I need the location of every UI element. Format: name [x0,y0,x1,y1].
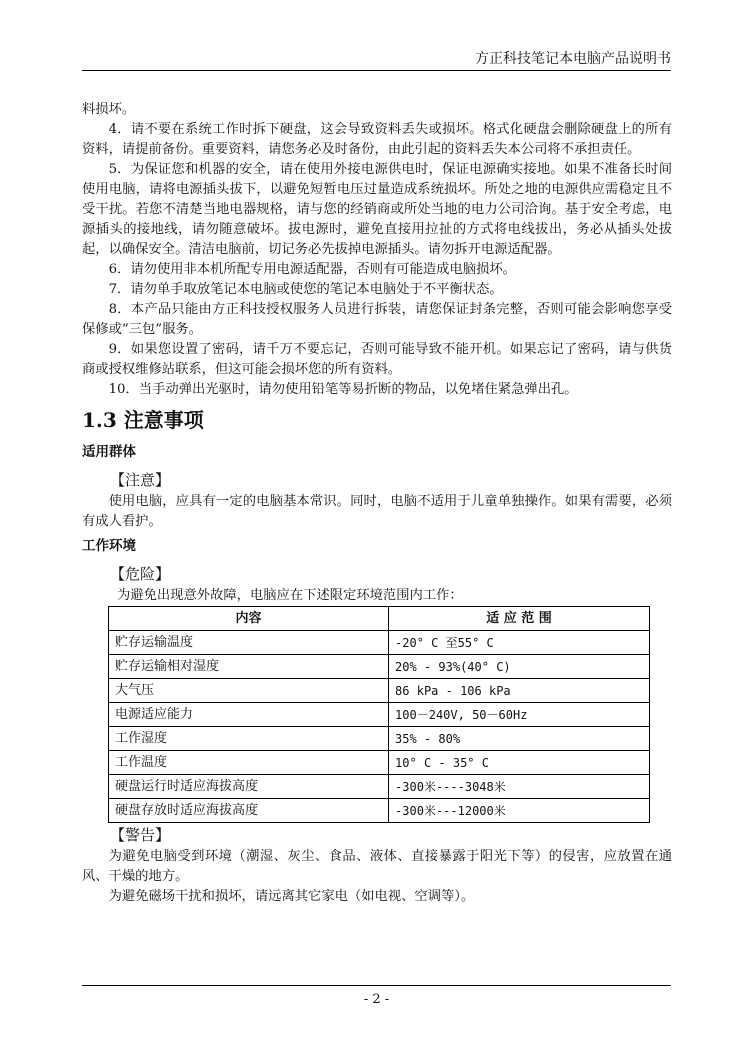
table-cell: 10° C - 35° C [389,751,650,775]
paragraph: 料损坏。 [82,102,136,117]
paragraph: 为避免电脑受到环境（潮湿、灰尘、食品、液体、直接暴露于阳光下等）的侵害，应放置在通风、干燥的地方。 [82,849,672,884]
table-cell: 工作湿度 [109,727,389,751]
table-cell: 工作温度 [109,751,389,775]
subsection-heading: 工作环境 [82,538,136,554]
table-cell: 35% - 80% [389,727,650,751]
table-cell: 硬盘存放时适应海拔高度 [109,799,389,823]
paragraph: 9．如果您设置了密码，请千万不要忘记，否则可能导致不能开机。如果忘记了密码，请与供货商或授权维修站联系，但这可能会损坏您的所有资料。 [82,342,672,377]
table-row [109,799,650,823]
document-body [82,100,672,907]
section-title: 1.3 注意事项 [82,408,204,432]
table-header-row [109,607,650,631]
paragraph: 5．为保证您和机器的安全，请在使用外接电源供电时，保证电源确实接地。如果不准备长时间使用电脑，请将电源插头拔下，以避免短暂电压过量造成系统损坏。所处之地的电源供应需稳定且不受干扰。若您不清楚当地电器规格，请与您的经销商或所处当地的电力公司洽询。基于安全考虑，电源插头的接地线，请勿随意破坏。拔电源时，避免直接用拉扯的方式将电线拔出，务必从插头处拔起，以确保安全。清洁电脑前，切记务必先拔掉电源插头。请勿拆开电源适配器。 [82,162,672,257]
table-row [109,775,650,799]
table-row [109,703,650,727]
table-cell: -300米---12000米 [389,799,650,823]
page-footer [82,985,671,1007]
table-cell: 20% - 93%(40° C) [389,655,650,679]
table-cell: 贮存运输温度 [109,631,389,655]
paragraph: 10．当手动弹出光驱时，请勿使用铅笔等易折断的物品，以免堵住紧急弹出孔。 [108,382,578,397]
table-header: 内容 [109,607,389,631]
paragraph: 6．请勿使用非本机所配专用电源适配器，否则有可能造成电脑损坏。 [108,262,516,277]
notice-tag: 【注意】 [110,471,171,489]
warning-tag: 【警告】 [110,826,171,844]
table-cell: 100－240V, 50－60Hz [389,703,650,727]
paragraph: 4．请不要在系统工作时拆下硬盘，这会导致资料丢失或损坏。格式化硬盘会删除硬盘上的所有资料，请提前备份。重要资料，请您务必及时备份，由此引起的资料丢失本公司将不承担责任。 [82,122,672,157]
table-row [109,655,650,679]
table-row [109,727,650,751]
table-cell: 86 kPa - 106 kPa [389,679,650,703]
paragraph: 7．请勿单手取放笔记本电脑或使您的笔记本电脑处于不平衡状态。 [108,282,503,297]
table-cell: 贮存运输相对湿度 [109,655,389,679]
table-cell: 硬盘运行时适应海拔高度 [109,775,389,799]
table-cell: 大气压 [109,679,389,703]
paragraph: 8．本产品只能由方正科技授权服务人员进行拆装，请您保证封条完整，否则可能会影响您享受保修或“三包”服务。 [82,302,672,337]
table-row [109,751,650,775]
paragraph: 使用电脑，应具有一定的电脑基本常识。同时，电脑不适用于儿童单独操作。如果有需要，必须有成人看护。 [82,494,672,529]
table-cell: 电源适应能力 [109,703,389,727]
environment-table [108,606,650,823]
table-header: 适 应 范 围 [389,607,650,631]
paragraph: 为避免出现意外故障，电脑应在下述限定环境范围内工作： [117,588,463,603]
header-title: 方正科技笔记本电脑产品说明书 [475,51,671,67]
page-header [82,48,671,71]
table-row [109,631,650,655]
page-number: - 2 - [363,992,390,1007]
table-row [109,679,650,703]
paragraph: 为避免磁场干扰和损坏，请远离其它家电（如电视、空调等）。 [108,889,475,904]
table-cell: -20° C 至55° C [389,631,650,655]
table-cell: -300米----3048米 [389,775,650,799]
subsection-heading: 适用群体 [82,444,136,460]
danger-tag: 【危险】 [110,565,171,583]
